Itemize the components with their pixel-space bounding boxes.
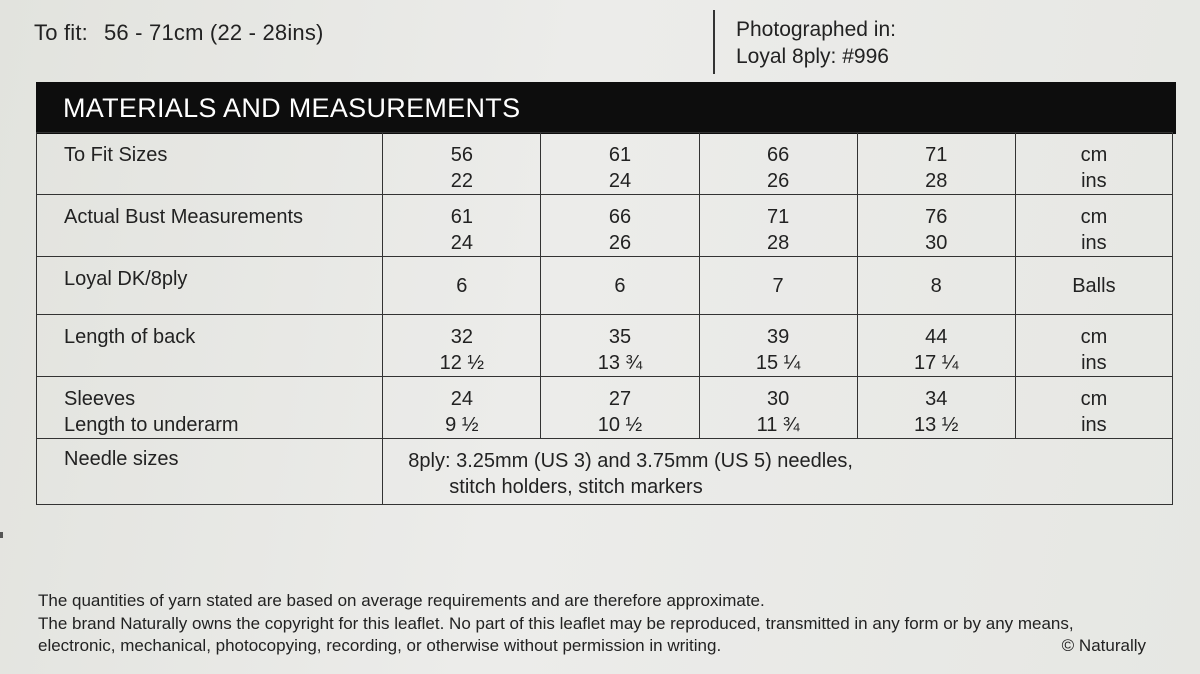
size-value: 13 ½: [913, 414, 959, 436]
size-value: 6: [614, 274, 626, 297]
needle-sizes-value: [383, 439, 1173, 505]
size-value: 28: [766, 232, 790, 254]
table-row: [37, 257, 1173, 315]
size-cell: [541, 257, 699, 315]
size-cell: [383, 195, 541, 257]
size-value: 56: [450, 144, 473, 166]
edge-mark: [0, 532, 3, 538]
size-cell: [699, 133, 857, 195]
row-label-text: Actual Bust Measurements: [64, 206, 303, 228]
to-fit-label: To fit:: [34, 20, 88, 45]
size-cell: [541, 195, 699, 257]
footer-line-1: The quantities of yarn stated are based on average requirements and are therefore approximate.: [38, 591, 765, 610]
size-value: 15 ¼: [755, 352, 801, 374]
table-row: [37, 315, 1173, 377]
size-cell: [857, 377, 1015, 439]
size-value: 30: [766, 388, 790, 410]
unit-value: ins: [1081, 352, 1107, 374]
row-label: [37, 377, 383, 439]
size-value: 12 ½: [439, 352, 485, 374]
size-value: 39: [766, 326, 790, 348]
size-cell: [857, 195, 1015, 257]
table-row: [37, 195, 1173, 257]
measurements-table: [36, 132, 1173, 505]
row-label: [37, 315, 383, 377]
size-value: 8: [930, 274, 942, 297]
photographed-info: [736, 16, 896, 70]
size-value: 44: [925, 326, 948, 348]
footer-line-3: electronic, mechanical, photocopying, recording, or otherwise without permission in writing.: [38, 636, 722, 655]
size-value: 30: [925, 232, 948, 254]
table-row: [37, 133, 1173, 195]
size-value: 26: [766, 170, 790, 192]
size-value: 9 ½: [445, 414, 479, 436]
size-value: 24: [450, 232, 473, 254]
needle-line-1: 8ply: 3.25mm (US 3) and 3.75mm (US 5) needles,: [408, 450, 853, 472]
unit-value: ins: [1081, 170, 1107, 192]
footer-notes: [38, 590, 1158, 658]
table-row: [37, 377, 1173, 439]
size-value: 61: [608, 144, 632, 166]
size-value: 71: [925, 144, 948, 166]
size-value: 27: [608, 388, 632, 410]
size-cell: [383, 315, 541, 377]
size-value: 32: [450, 326, 473, 348]
size-value: 35: [608, 326, 632, 348]
size-cell: [857, 315, 1015, 377]
size-cell: [857, 133, 1015, 195]
size-cell: [383, 257, 541, 315]
row-label-text: Length of back: [64, 326, 196, 348]
unit-value: cm: [1080, 144, 1108, 166]
unit-cell: [1015, 257, 1172, 315]
size-cell: [699, 377, 857, 439]
row-label-text: Loyal DK/8ply: [64, 268, 188, 290]
to-fit-line: [34, 20, 324, 46]
size-value: 11 ¾: [756, 414, 800, 436]
unit-cell: [1015, 377, 1172, 439]
size-cell: [541, 133, 699, 195]
size-value: 66: [608, 206, 632, 228]
size-value: 34: [925, 388, 948, 410]
copyright-notice: © Naturally: [1061, 636, 1146, 655]
size-value: 22: [450, 170, 473, 192]
needle-sizes-label: Needle sizes: [37, 439, 383, 505]
size-value: 10 ½: [597, 414, 643, 436]
unit-cell: [1015, 133, 1172, 195]
section-title: MATERIALS AND MEASUREMENTS: [36, 82, 1176, 134]
unit-value: cm: [1080, 326, 1108, 348]
unit-cell: [1015, 195, 1172, 257]
size-value: 76: [925, 206, 948, 228]
photographed-label: Photographed in:: [736, 18, 896, 41]
table-row-needles: [37, 439, 1173, 505]
size-cell: [699, 315, 857, 377]
size-value: 7: [772, 274, 784, 297]
size-value: 66: [766, 144, 790, 166]
row-label-text: To Fit Sizes: [64, 144, 168, 166]
row-label: [37, 257, 383, 315]
row-label: [37, 133, 383, 195]
unit-value: Balls: [1072, 274, 1116, 297]
footer-line-2: The brand Naturally owns the copyright for this leaflet. No part of this leaflet may be reproduced, transmitted in any form or by any means,: [38, 613, 1074, 633]
size-cell: [699, 195, 857, 257]
size-cell: [541, 315, 699, 377]
size-value: 26: [608, 232, 632, 254]
divider-line: [713, 10, 715, 74]
row-label-text: Length to underarm: [64, 414, 239, 436]
unit-value: cm: [1080, 206, 1108, 228]
size-value: 61: [450, 206, 473, 228]
size-cell: [383, 377, 541, 439]
size-value: 17 ¼: [913, 352, 959, 374]
size-value: 71: [766, 206, 790, 228]
unit-cell: [1015, 315, 1172, 377]
size-value: 24: [608, 170, 632, 192]
photographed-yarn: Loyal 8ply: #996: [736, 45, 889, 68]
needle-line-2: stitch holders, stitch markers: [449, 476, 703, 498]
to-fit-value: 56 - 71cm (22 - 28ins): [103, 20, 324, 45]
size-value: 13 ¾: [597, 352, 643, 374]
size-value: 6: [456, 274, 468, 297]
size-value: 24: [450, 388, 473, 410]
row-label-text: Sleeves: [64, 388, 136, 410]
row-label: [37, 195, 383, 257]
size-cell: [541, 377, 699, 439]
size-cell: [857, 257, 1015, 315]
unit-value: ins: [1081, 232, 1107, 254]
size-cell: [383, 133, 541, 195]
size-value: 28: [925, 170, 948, 192]
unit-value: cm: [1080, 388, 1108, 410]
unit-value: ins: [1081, 414, 1107, 436]
size-cell: [699, 257, 857, 315]
